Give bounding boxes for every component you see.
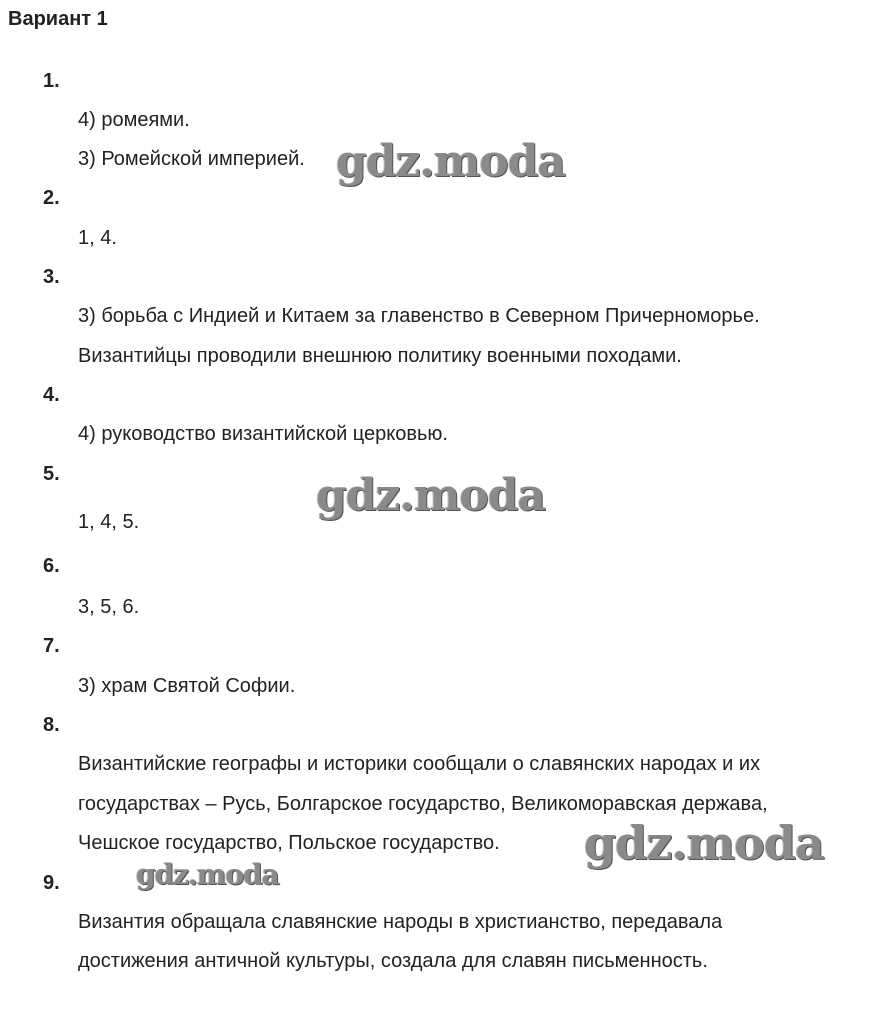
question-number: 6. (43, 555, 60, 577)
answer-line: 1, 4, 5. (78, 511, 140, 533)
answer-line: Чешское государство, Польское государство. (78, 832, 500, 854)
watermark: gdz.moda (336, 136, 566, 187)
watermark: gdz.moda (584, 816, 824, 870)
answer-line: 1, 4. (78, 227, 117, 249)
answer-line: 4) ромеями. (78, 109, 190, 131)
answer-line: 4) руководство византийской церковью. (78, 423, 448, 445)
answer-line: 3) храм Святой Софии. (78, 675, 296, 697)
question-number: 3. (43, 266, 60, 288)
answer-line: 3) борьба с Индией и Китаем за главенство в Северном Причерноморье. (78, 305, 760, 327)
question-number: 9. (43, 872, 60, 894)
answer-line: государствах – Русь, Болгарское государство, Великоморавская держава, (78, 793, 768, 815)
answer-line: достижения античной культуры, создала для славян письменность. (78, 950, 708, 972)
page-title: Вариант 1 (8, 8, 108, 30)
watermark: gdz.moda (316, 470, 546, 521)
question-number: 7. (43, 635, 60, 657)
answer-line: 3) Ромейской империей. (78, 148, 305, 170)
answer-line: Византия обращала славянские народы в христианство, передавала (78, 911, 723, 933)
question-number: 1. (43, 70, 60, 92)
question-number: 5. (43, 463, 60, 485)
question-number: 8. (43, 714, 60, 736)
question-number: 2. (43, 187, 60, 209)
answer-line: Византийские географы и историки сообщали о славянских народах и их (78, 753, 761, 775)
question-number: 4. (43, 384, 60, 406)
watermark: gdz.moda (136, 858, 279, 891)
answer-line: 3, 5, 6. (78, 596, 140, 618)
answer-line: Византийцы проводили внешнюю политику военными походами. (78, 345, 682, 367)
